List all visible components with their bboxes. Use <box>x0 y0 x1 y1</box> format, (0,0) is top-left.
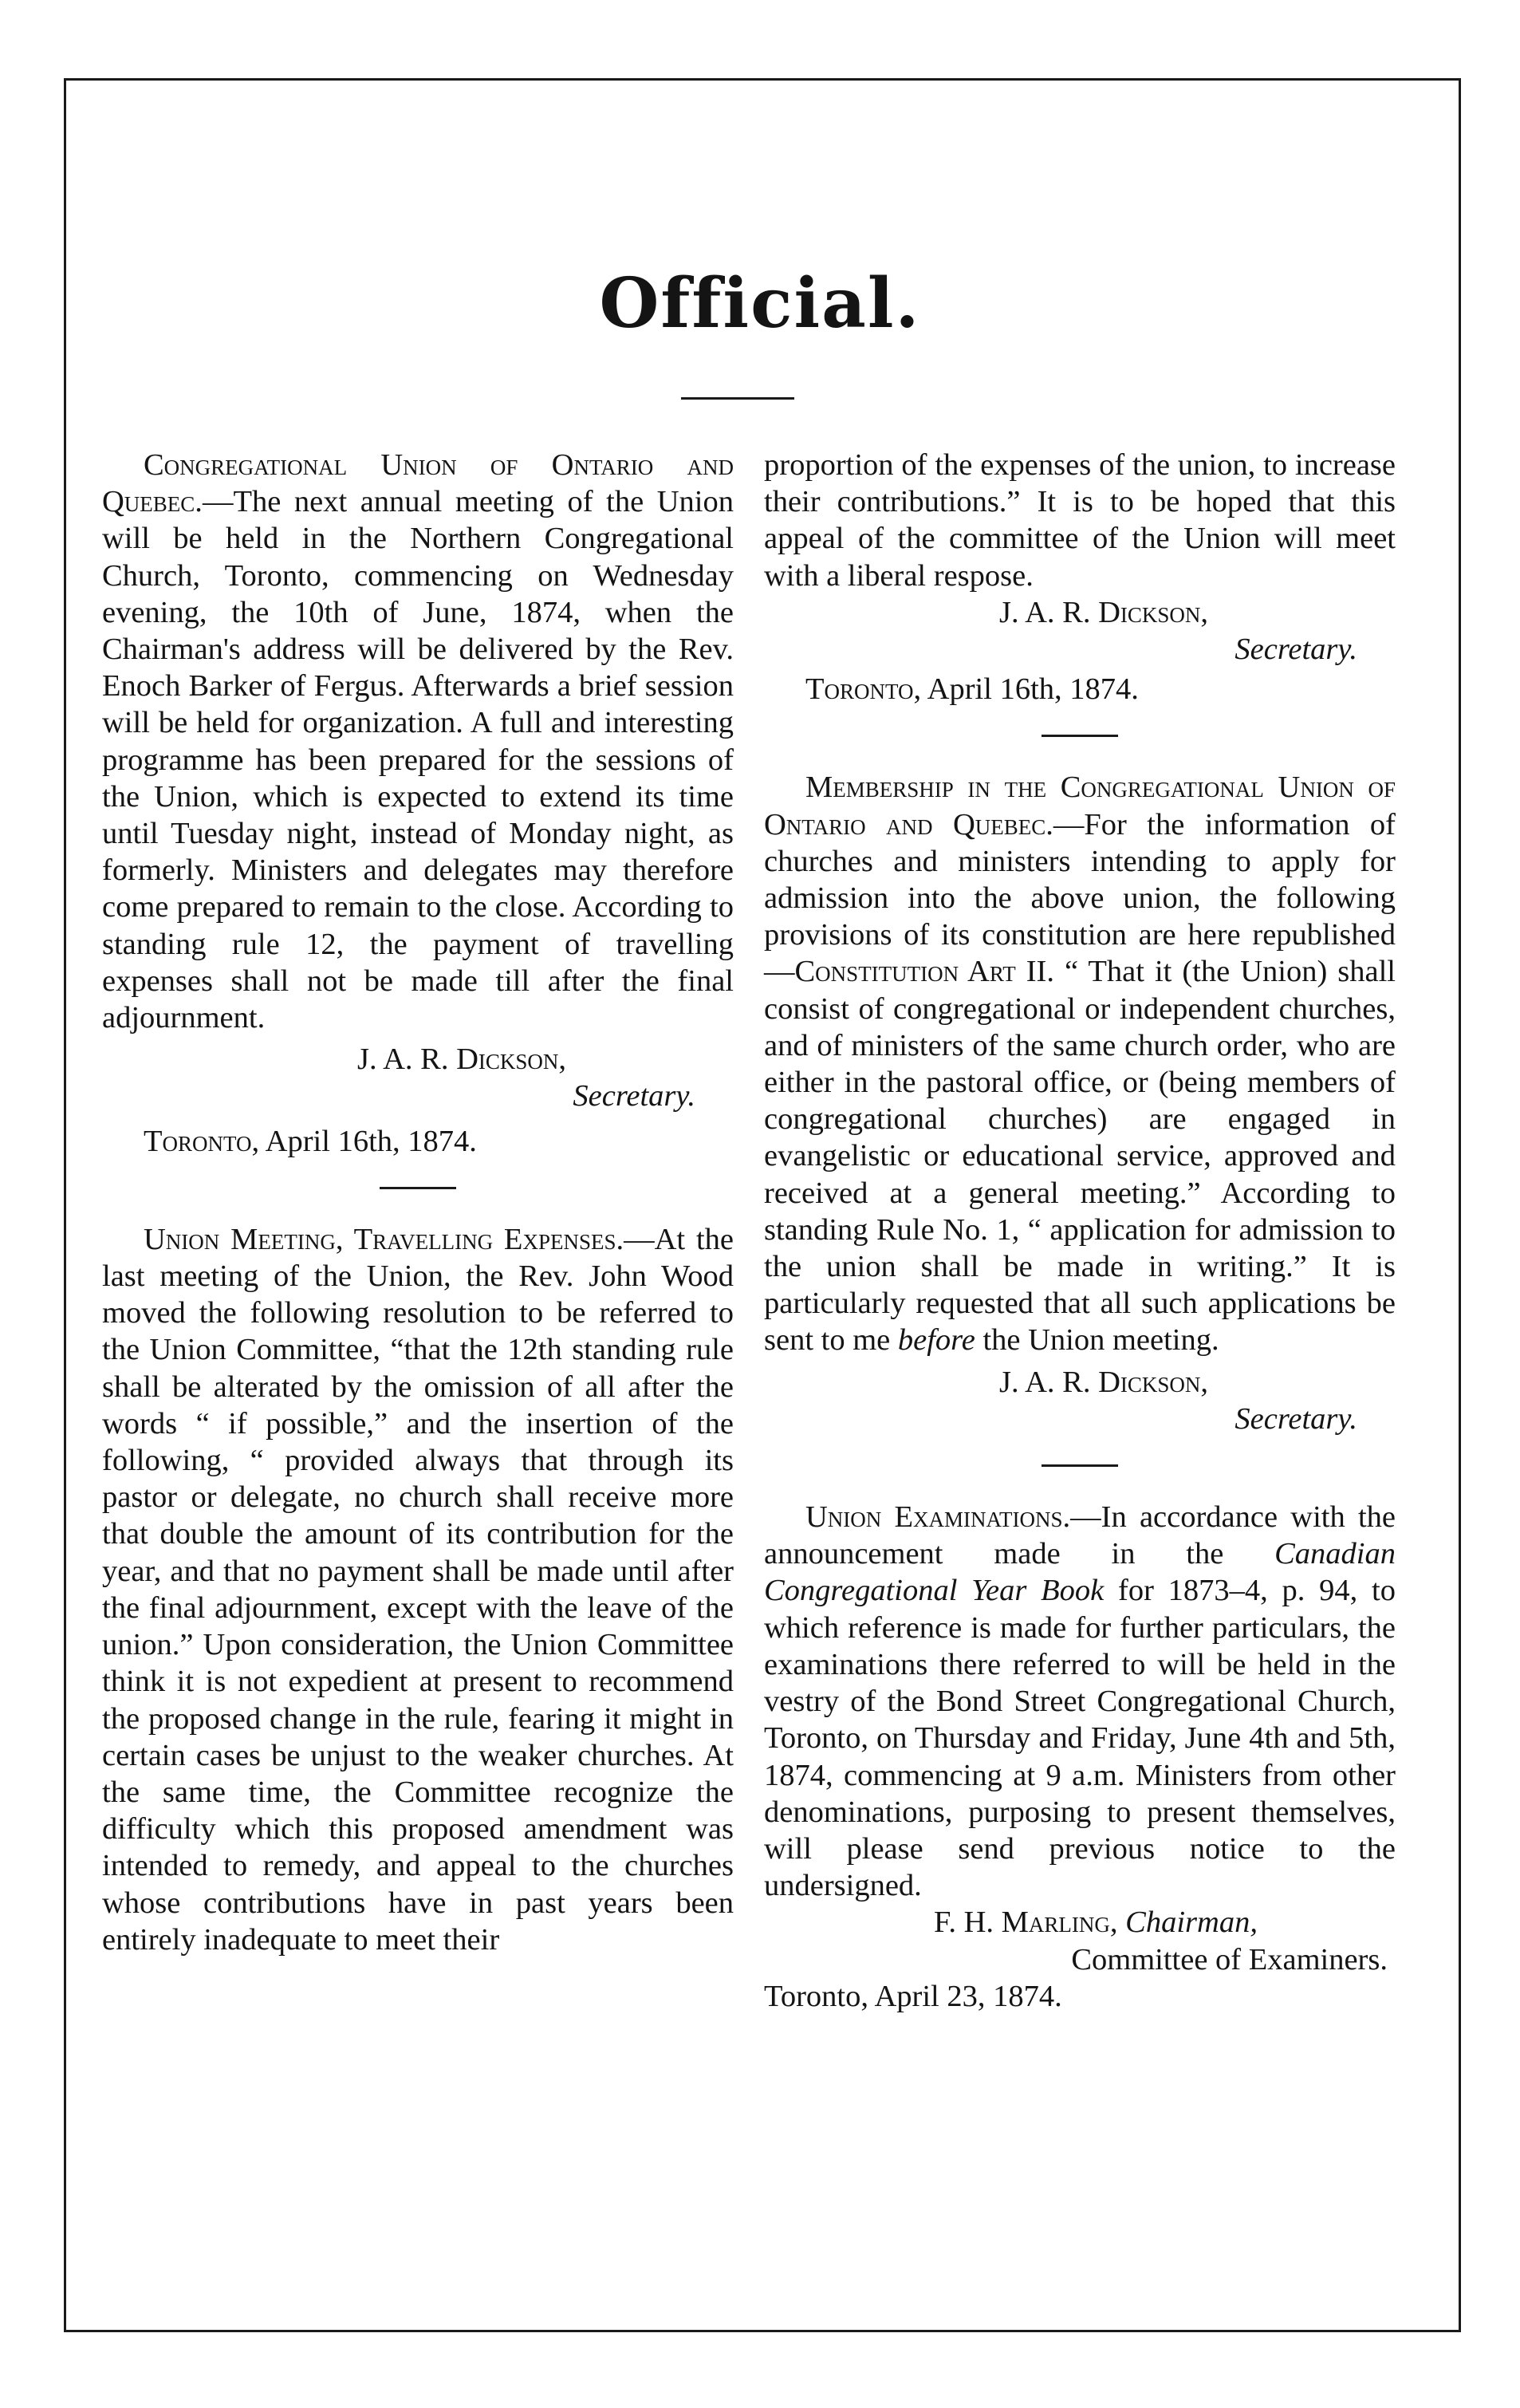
date-place: Toronto, <box>144 1124 260 1158</box>
signatory: J. A. R. Dickson, <box>998 1365 1209 1399</box>
notice-body: for 1873–4, p. 94, to which reference is made for further particulars, the examinations there referred to will be held in the vestry of the Bond Street Congregational Church, Toronto, on Thursday and Friday, June 4th and 5th, 1874, commencing at 9 a.m. Ministers from other denominations, purposing to present themselves, will please send previous notice to the undersigned. <box>764 1574 1396 1903</box>
committee-name: Committee of Examiners. <box>1071 1942 1388 1976</box>
notice-heading: Union Examinations. <box>805 1500 1071 1535</box>
notice-body: “ That it (the Union) shall consist of congregational or independent churches, and of ministers of the same church order, who are either in the pastoral office, or (being members of congregational churches) are engaged in evangelistic or educational service, approved and received at a general meeting.” According to standing Rule No. 1, “ application for admission to the union shall be made in writing.” It is particularly requested that all such applications be sent to me <box>764 955 1396 1358</box>
notice-date <box>764 671 1396 707</box>
signatory: J. A. R. Dickson, <box>356 1042 567 1077</box>
date-text: April 16th, 1874. <box>265 1124 477 1158</box>
book-title: Canadian Congregational Year Book <box>764 1537 1396 1608</box>
signatory-name: F. H. Marling, <box>934 1906 1118 1940</box>
date-text: April 16th, 1874. <box>927 672 1139 707</box>
continued-text: proportion of the expenses of the union, to increase their contributions.” It is to be hoped that this appeal of the committee of the Union will meet with a liberal respose. <box>764 448 1396 593</box>
signatory-role: Secretary. <box>573 1079 695 1113</box>
notice-body: the Union meeting. <box>975 1323 1219 1358</box>
notice-heading: Congregational Union of Ontario and Quebec. <box>102 448 734 519</box>
signatory: J. A. R. Dickson, <box>998 595 1209 629</box>
signatory-role: Secretary. <box>1235 1401 1357 1436</box>
notice-membership <box>764 769 1396 1358</box>
notice-heading: Union Meeting, Travelling Expenses. <box>144 1222 624 1256</box>
emphasis: before <box>897 1323 975 1358</box>
signatory <box>764 1904 1396 1941</box>
notice-date <box>102 1123 734 1160</box>
notice-date: Toronto, April 23, 1874. <box>764 1979 1062 2013</box>
notice-body: —The next annual meeting of the Union will be held in the Northern Congregational Church, Toronto, commencing on Wednesday evening, the 10th of June, 1874, when the Chairman's address will be delivered by the Rev. Enoch Barker of Fergus. Afterwards a brief session will be held for organization. A full and interesting programme has been prepared for the sessions of the Union, which is expected to extend its time until Tuesday night, instead of Monday night, as formerly. Ministers and delegates may therefore come prepared to remain to the close. According to standing rule 12, the payment of travelling expenses shall not be made till after the final adjournment. <box>102 485 734 1035</box>
notice-heading: Membership in the Congregational Union of Ontario and Quebec. <box>764 770 1396 841</box>
title-rule <box>681 397 794 400</box>
right-column <box>764 447 1396 2015</box>
notice-union-meeting <box>102 447 734 1036</box>
notice-examinations <box>764 1499 1396 1904</box>
notice-body: —For the information of churches and ministers intending to apply for admission into the above union, the following provisions of its constitution are here republished — <box>764 807 1396 989</box>
signatory-role: Secretary. <box>1235 633 1357 667</box>
left-column <box>102 447 734 1958</box>
section-divider <box>380 1187 456 1189</box>
page-title: Official. <box>599 263 921 344</box>
constitution-reference: Constitution Art II. <box>794 955 1054 989</box>
notice-body: —At the last meeting of the Union, the Rev. John Wood moved the following resolution to be referred to the Union Committee, “that the 12th standing rule shall be alterated by the omission of all after the words “ if possible,” and the insertion of the following, “ provided always that through its pastor or delegate, no church shall receive more that double the amount of its contribution for the year, and that no payment shall be made until after the final adjournment, except with the leave of the union.” Upon consideration, the Union Committee think it is not expedient at present to recommend the proposed change in the rule, fearing it might in certain cases be unjust to the weaker churches. At the same time, the Committee recognize the difficulty which this proposed amendment was intended to remedy, and appeal to the churches whose contributions have in past years been entirely inadequate to meet their <box>102 1222 734 1957</box>
signatory-role: Chairman, <box>1125 1906 1258 1940</box>
section-divider <box>1042 1464 1118 1467</box>
notice-body: —In accordance with the announcement made in the <box>764 1500 1396 1571</box>
section-divider <box>1042 735 1118 737</box>
date-place: Toronto, <box>805 672 922 707</box>
notice-travelling-expenses <box>102 1221 734 1958</box>
